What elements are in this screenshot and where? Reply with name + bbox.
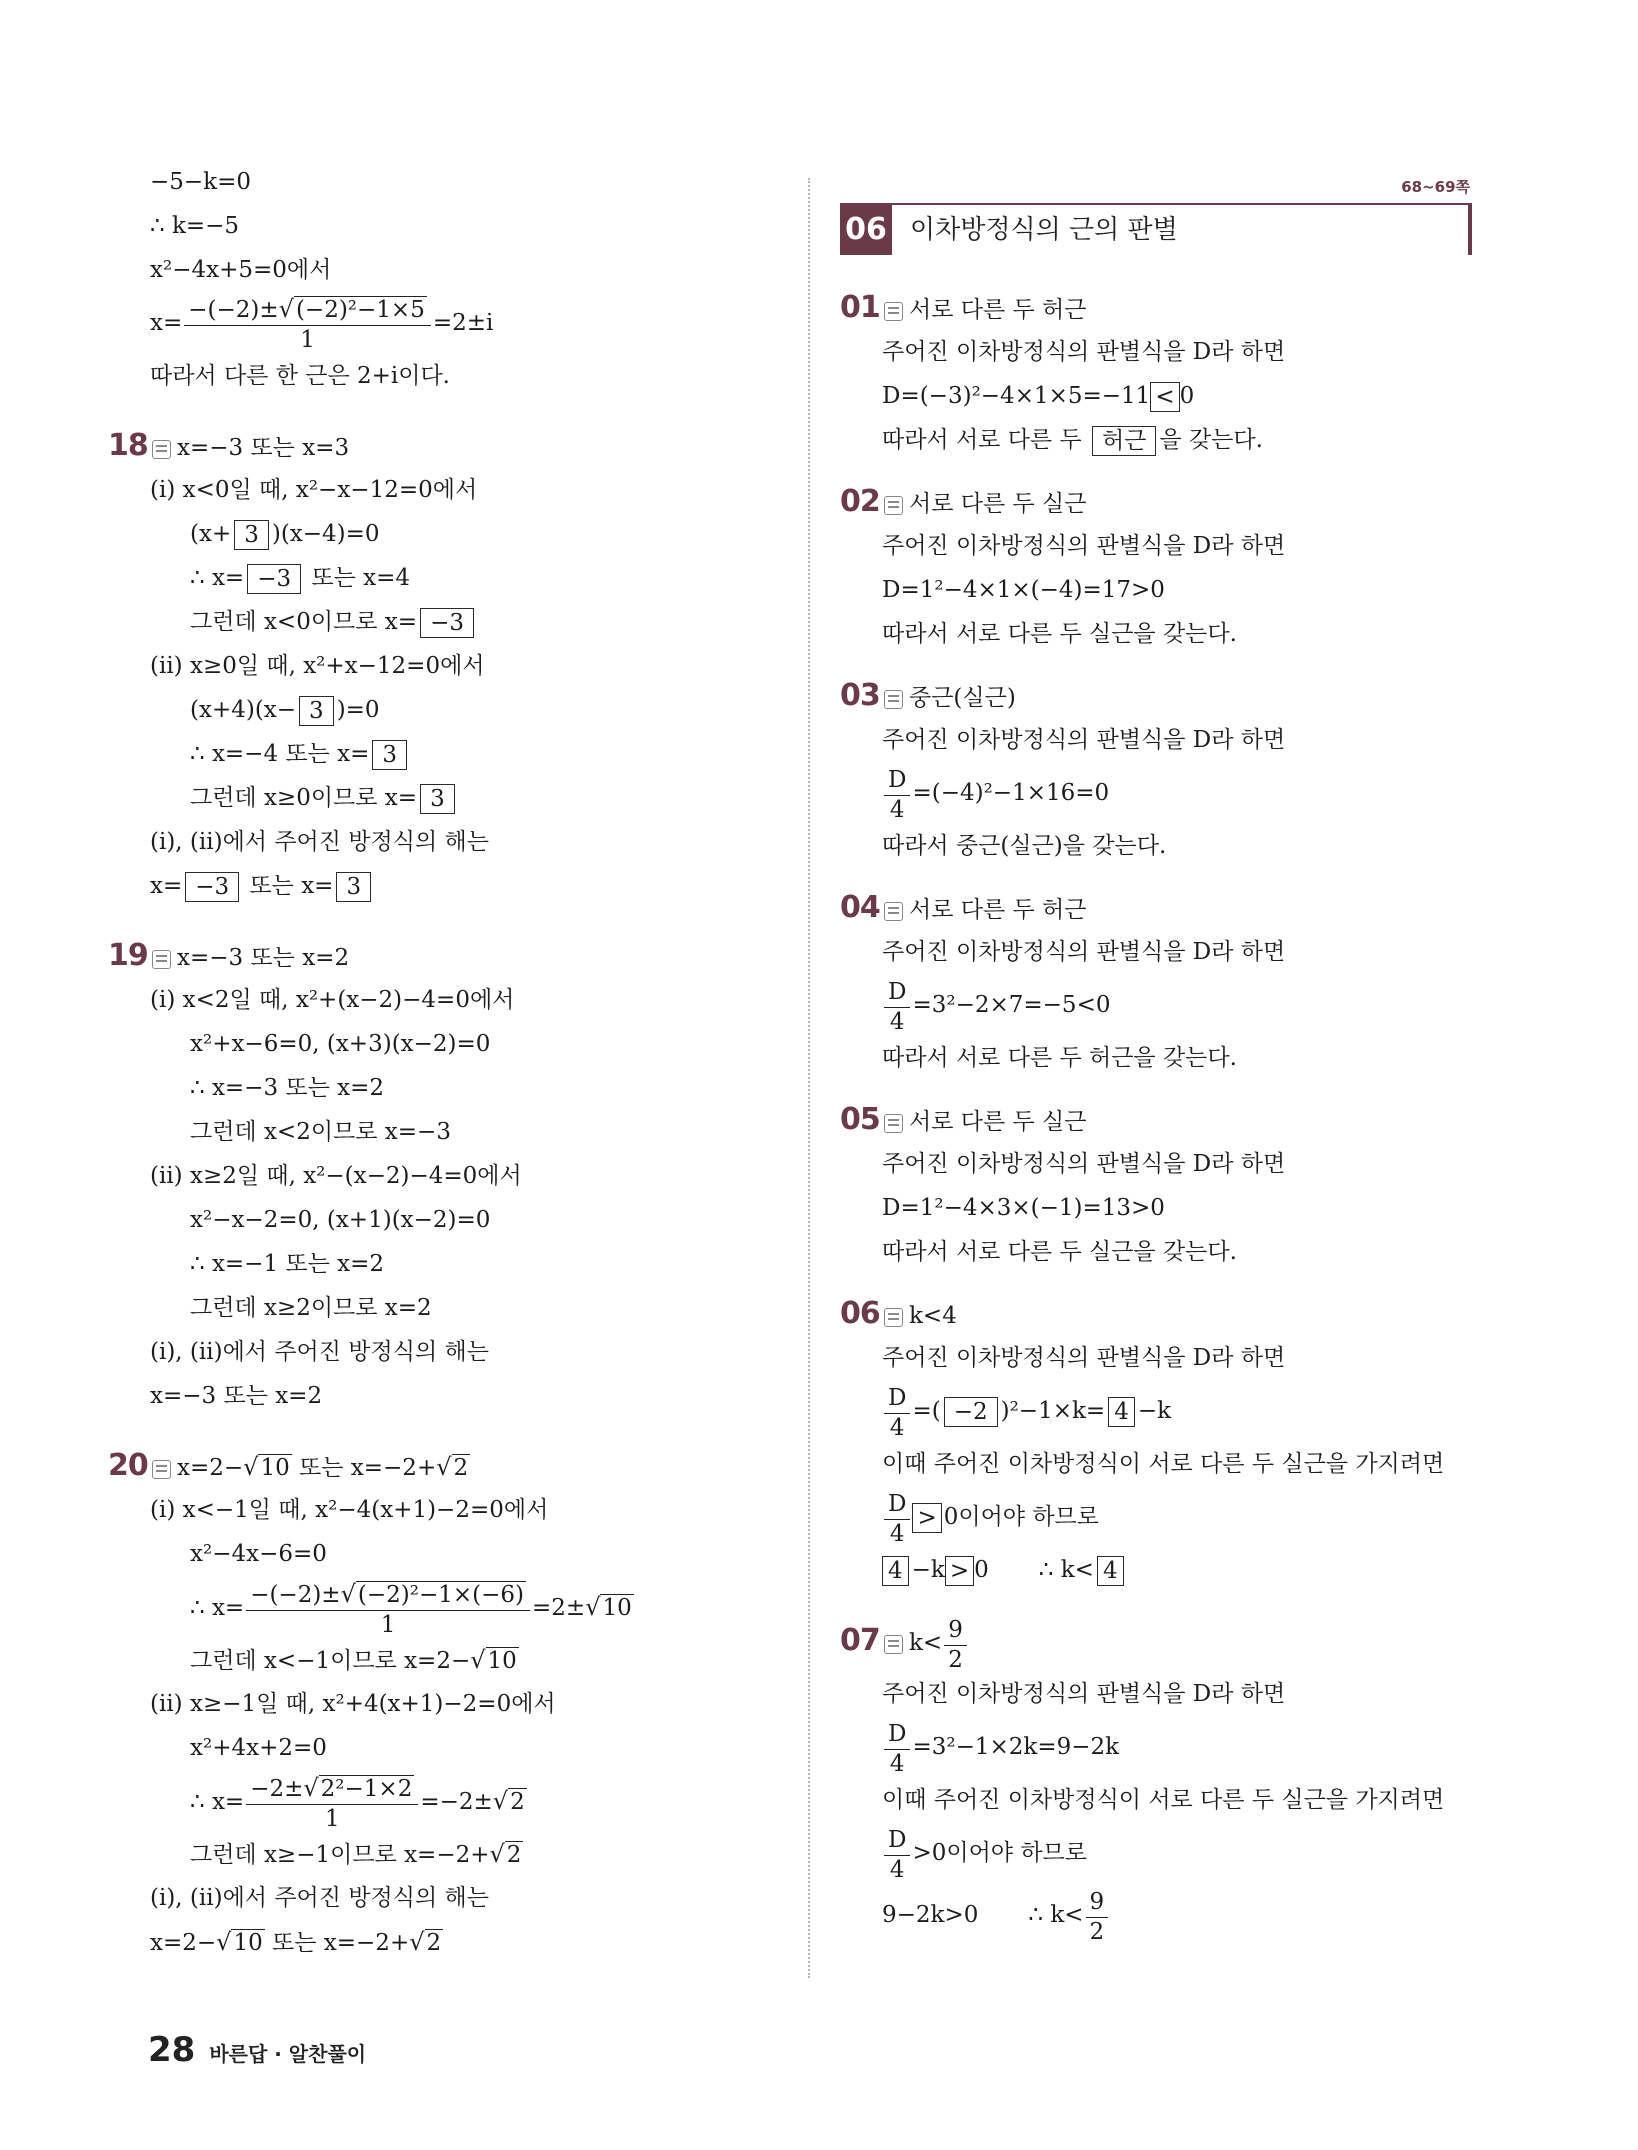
denominator: 4 bbox=[889, 796, 905, 823]
text: =2±i bbox=[432, 310, 494, 336]
fraction bbox=[246, 1776, 418, 1830]
sqrt-icon: √ bbox=[216, 1928, 232, 1956]
answer: x=−3 또는 x=3 bbox=[177, 435, 350, 461]
blank-box: 3 bbox=[372, 740, 407, 770]
text: (x+4)(x− bbox=[190, 697, 297, 723]
text-line: x=−3 또는 x=2 bbox=[150, 1383, 323, 1409]
answer: 서로 다른 두 실근 bbox=[909, 491, 1087, 517]
problem-number: 02 bbox=[840, 484, 880, 519]
radicand: 10 bbox=[233, 1930, 263, 1956]
text-line: (ⅱ) x≥0일 때, x²+x−12=0에서 bbox=[150, 653, 485, 679]
radicand: (−2)²−1×(−6) bbox=[357, 1582, 524, 1608]
formula-line bbox=[882, 1884, 1480, 1946]
text-line: x²−4x+5=0에서 bbox=[150, 257, 332, 283]
text: 0이어야 하므로 bbox=[943, 1504, 1099, 1530]
text-line bbox=[150, 600, 800, 644]
denominator: 4 bbox=[889, 1750, 905, 1777]
blank-box: −2 bbox=[944, 1397, 998, 1427]
text: =−2± bbox=[420, 1789, 493, 1815]
answer-icon bbox=[884, 496, 903, 515]
sqrt-icon: √ bbox=[409, 1928, 425, 1956]
text-line bbox=[150, 1920, 800, 1964]
denominator: 4 bbox=[889, 1414, 905, 1441]
text: D=(−3)²−4×1×5=−11 bbox=[882, 383, 1151, 409]
text: )²−1×k= bbox=[1000, 1398, 1106, 1424]
text: =3²−1×2k=9−2k bbox=[912, 1734, 1120, 1760]
blank-box: 3 bbox=[420, 784, 455, 814]
text: ∴ x=−4 또는 x= bbox=[190, 741, 370, 767]
text: 0 bbox=[1179, 383, 1195, 409]
text: ∴ x= bbox=[190, 565, 245, 591]
text-line: (ⅱ) x≥−1일 때, x²+4(x+1)−2=0에서 bbox=[150, 1691, 556, 1717]
text-line: ∴ x=−1 또는 x=2 bbox=[190, 1251, 385, 1277]
text-line: 주어진 이차방정식의 판별식을 D라 하면 bbox=[882, 1345, 1286, 1371]
text: 또는 x=−2+ bbox=[264, 1930, 410, 1956]
fraction bbox=[884, 980, 910, 1033]
answer-line bbox=[840, 674, 1480, 718]
formula-line bbox=[882, 1486, 1480, 1548]
text-line: ∴ k=−5 bbox=[150, 213, 240, 239]
text-line: x²+x−6=0, (x+3)(x−2)=0 bbox=[190, 1031, 491, 1057]
problem-number: 05 bbox=[840, 1102, 880, 1137]
text-line: (ⅰ), (ⅱ)에서 주어진 방정식의 해는 bbox=[150, 829, 489, 855]
footer-text: 바른답 · 알찬풀이 bbox=[209, 2042, 367, 2066]
answer-icon bbox=[884, 902, 903, 921]
numerator: 9 bbox=[1086, 1890, 1109, 1918]
text-line: −5−k=0 bbox=[150, 169, 252, 195]
problem-number: 03 bbox=[840, 678, 880, 713]
text-line bbox=[150, 688, 800, 732]
denominator: 1 bbox=[380, 1612, 396, 1638]
formula-line bbox=[882, 1716, 1480, 1778]
answer-icon bbox=[152, 440, 171, 459]
text-line: 주어진 이차방정식의 판별식을 D라 하면 bbox=[882, 339, 1286, 365]
sqrt-icon: √ bbox=[243, 1453, 259, 1481]
radicand: 2 bbox=[506, 1842, 522, 1868]
formula-line bbox=[150, 1576, 800, 1638]
blank-box: 4 bbox=[882, 1556, 909, 1586]
text-line: 따라서 서로 다른 두 실근을 갖는다. bbox=[882, 621, 1237, 647]
numerator: −2± bbox=[250, 1776, 304, 1802]
problem-04 bbox=[840, 886, 1480, 1080]
continued-solution bbox=[150, 160, 800, 398]
sqrt-icon: √ bbox=[585, 1593, 601, 1621]
text: 또는 x=−2+ bbox=[291, 1455, 437, 1481]
column-divider bbox=[808, 178, 810, 1978]
formula-line bbox=[882, 974, 1480, 1036]
problem-19 bbox=[108, 934, 800, 1418]
text-line bbox=[150, 556, 800, 600]
text-line: (ⅰ), (ⅱ)에서 주어진 방정식의 해는 bbox=[150, 1339, 489, 1365]
text: 또는 x= bbox=[242, 873, 334, 899]
answer-icon bbox=[152, 950, 171, 969]
text-line: ∴ x=−3 또는 x=2 bbox=[190, 1075, 385, 1101]
numerator: −(−2)± bbox=[250, 1582, 341, 1608]
radicand: 10 bbox=[260, 1455, 290, 1481]
problem-07 bbox=[840, 1610, 1480, 1946]
text: x=2− bbox=[177, 1455, 244, 1481]
answer: k<4 bbox=[909, 1303, 957, 1329]
text-line: (ⅰ) x<0일 때, x²−x−12=0에서 bbox=[150, 477, 478, 503]
left-column bbox=[108, 160, 800, 1964]
blank-box: 3 bbox=[336, 872, 371, 902]
text: x= bbox=[150, 310, 183, 336]
numerator: D bbox=[884, 1492, 910, 1520]
blank-box: < bbox=[1150, 382, 1179, 412]
fraction bbox=[184, 297, 431, 351]
text: 그런데 x<−1이므로 x=2− bbox=[190, 1648, 471, 1674]
text-line bbox=[150, 732, 800, 776]
answer: 서로 다른 두 실근 bbox=[909, 1109, 1087, 1135]
problem-06 bbox=[840, 1292, 1480, 1592]
text: −k bbox=[1137, 1398, 1172, 1424]
numerator: D bbox=[884, 1722, 910, 1750]
text-line: 이때 주어진 이차방정식이 서로 다른 두 실근을 가지려면 bbox=[882, 1451, 1445, 1477]
text-line bbox=[882, 374, 1480, 418]
text: −k bbox=[911, 1557, 945, 1583]
fraction bbox=[944, 1618, 967, 1671]
text: 그런데 x<0이므로 x= bbox=[190, 609, 418, 635]
text: )=0 bbox=[336, 697, 380, 723]
problem-01 bbox=[840, 286, 1480, 462]
text: 따라서 서로 다른 두 bbox=[882, 427, 1089, 453]
blank-box: > bbox=[912, 1503, 941, 1533]
text: 을 갖는다. bbox=[1159, 427, 1263, 453]
numerator: 9 bbox=[944, 1618, 967, 1646]
sqrt-icon: √ bbox=[303, 1774, 319, 1802]
blank-box: −3 bbox=[247, 564, 301, 594]
text: 9−2k>0 bbox=[882, 1902, 979, 1928]
text-line: D=1²−4×1×(−4)=17>0 bbox=[882, 577, 1165, 603]
problem-03 bbox=[840, 674, 1480, 868]
answer-line bbox=[840, 1098, 1480, 1142]
text: (x+ bbox=[190, 521, 232, 547]
text-line: 따라서 서로 다른 두 실근을 갖는다. bbox=[882, 1239, 1237, 1265]
formula-line bbox=[882, 1380, 1480, 1442]
text: =(−4)²−1×16=0 bbox=[912, 780, 1110, 806]
problem-number: 07 bbox=[840, 1623, 880, 1658]
problem-05 bbox=[840, 1098, 1480, 1274]
answer-icon bbox=[884, 1635, 903, 1654]
answer-line bbox=[840, 1610, 1480, 1673]
answer: 서로 다른 두 허근 bbox=[909, 897, 1087, 923]
answer: k< bbox=[909, 1630, 943, 1656]
denominator: 2 bbox=[1089, 1918, 1105, 1945]
fraction bbox=[884, 1386, 910, 1439]
text: 그런데 x≥−1이므로 x=−2+ bbox=[190, 1842, 490, 1868]
text: x= bbox=[150, 873, 183, 899]
text-line: 그런데 x≥2이므로 x=2 bbox=[190, 1295, 432, 1321]
radicand: (−2)²−1×5 bbox=[295, 297, 425, 323]
sqrt-icon: √ bbox=[436, 1453, 452, 1481]
text: >0이어야 하므로 bbox=[912, 1840, 1087, 1866]
answer-line bbox=[840, 1292, 1480, 1336]
sqrt-icon: √ bbox=[492, 1787, 509, 1815]
formula-line bbox=[882, 762, 1480, 824]
answer: x=−3 또는 x=2 bbox=[177, 945, 350, 971]
text-line: 따라서 서로 다른 두 허근을 갖는다. bbox=[882, 1045, 1237, 1071]
fraction bbox=[884, 1492, 910, 1545]
answer-line bbox=[108, 934, 800, 978]
section-header bbox=[840, 203, 1472, 255]
page-number: 28 bbox=[148, 2030, 196, 2070]
answer-line bbox=[840, 286, 1480, 330]
fraction bbox=[246, 1582, 530, 1636]
fraction bbox=[884, 1722, 910, 1775]
problem-20 bbox=[108, 1444, 800, 1964]
text: ∴ k< bbox=[1028, 1902, 1084, 1928]
text-line: (ⅰ) x<−1일 때, x²−4(x+1)−2=0에서 bbox=[150, 1497, 549, 1523]
numerator: D bbox=[884, 768, 910, 796]
blank-box: 4 bbox=[1097, 1556, 1124, 1586]
answer: 서로 다른 두 허근 bbox=[909, 297, 1087, 323]
radicand: 10 bbox=[602, 1595, 632, 1621]
problem-number: 19 bbox=[108, 938, 148, 973]
problem-number: 18 bbox=[108, 428, 148, 463]
text-line: 주어진 이차방정식의 판별식을 D라 하면 bbox=[882, 1151, 1286, 1177]
text-line: 이때 주어진 이차방정식이 서로 다른 두 실근을 가지려면 bbox=[882, 1787, 1445, 1813]
blank-box: 4 bbox=[1108, 1397, 1135, 1427]
answer-line bbox=[840, 480, 1480, 524]
sqrt-icon: √ bbox=[489, 1840, 505, 1868]
page-range: 68~69쪽 bbox=[1401, 178, 1470, 196]
sqrt-icon: √ bbox=[340, 1580, 356, 1608]
text-line bbox=[150, 1638, 800, 1682]
fraction bbox=[884, 1828, 910, 1881]
text-line bbox=[882, 418, 1480, 462]
answer-line bbox=[108, 1444, 800, 1488]
text: =( bbox=[912, 1398, 941, 1424]
text-line: (ⅰ), (ⅱ)에서 주어진 방정식의 해는 bbox=[150, 1885, 489, 1911]
text-line: 주어진 이차방정식의 판별식을 D라 하면 bbox=[882, 939, 1286, 965]
text: x=2− bbox=[150, 1930, 217, 1956]
problem-18 bbox=[108, 424, 800, 908]
answer-icon bbox=[884, 1308, 903, 1327]
answer-line bbox=[108, 424, 800, 468]
radicand: 2 bbox=[453, 1455, 469, 1481]
text-line: 그런데 x<2이므로 x=−3 bbox=[190, 1119, 451, 1145]
blank-box: 3 bbox=[299, 696, 334, 726]
footer bbox=[148, 2030, 366, 2070]
denominator: 4 bbox=[889, 1520, 905, 1547]
text-line: 주어진 이차방정식의 판별식을 D라 하면 bbox=[882, 727, 1286, 753]
text: =2± bbox=[532, 1595, 586, 1621]
problem-number: 20 bbox=[108, 1448, 148, 1483]
radicand: 10 bbox=[487, 1648, 517, 1674]
text-line: x²−x−2=0, (x+1)(x−2)=0 bbox=[190, 1207, 491, 1233]
problem-number: 06 bbox=[840, 1296, 880, 1331]
text-line bbox=[150, 864, 800, 908]
blank-box: 허근 bbox=[1092, 426, 1156, 456]
numerator: D bbox=[884, 1828, 910, 1856]
text: ∴ x= bbox=[190, 1595, 245, 1621]
text: =3²−2×7=−5<0 bbox=[912, 992, 1111, 1018]
text-line: 주어진 이차방정식의 판별식을 D라 하면 bbox=[882, 1681, 1286, 1707]
text-line: (ⅱ) x≥2일 때, x²−(x−2)−4=0에서 bbox=[150, 1163, 522, 1189]
formula-line bbox=[150, 292, 800, 354]
text-line bbox=[150, 1832, 800, 1876]
blank-box: −3 bbox=[185, 872, 239, 902]
answer-icon bbox=[884, 1114, 903, 1133]
text-line: 따라서 다른 한 근은 2+i이다. bbox=[150, 363, 450, 389]
radicand: 2 bbox=[510, 1789, 525, 1815]
radicand: 2²−1×2 bbox=[320, 1776, 413, 1802]
numerator: D bbox=[884, 980, 910, 1008]
blank-box: −3 bbox=[420, 608, 474, 638]
numerator: −(−2)± bbox=[188, 297, 279, 323]
text-line: 따라서 중근(실근)을 갖는다. bbox=[882, 833, 1167, 859]
answer-icon bbox=[884, 690, 903, 709]
text-line: D=1²−4×3×(−1)=13>0 bbox=[882, 1195, 1165, 1221]
right-column bbox=[840, 286, 1480, 1946]
sqrt-icon: √ bbox=[278, 295, 294, 323]
blank-box: > bbox=[945, 1556, 974, 1586]
text-line: 주어진 이차방정식의 판별식을 D라 하면 bbox=[882, 533, 1286, 559]
problem-02 bbox=[840, 480, 1480, 656]
problem-number: 04 bbox=[840, 890, 880, 925]
text-line bbox=[150, 512, 800, 556]
text-line bbox=[882, 1548, 1480, 1592]
blank-box: 3 bbox=[234, 520, 269, 550]
numerator: D bbox=[884, 1386, 910, 1414]
text-line: (ⅰ) x<2일 때, x²+(x−2)−4=0에서 bbox=[150, 987, 515, 1013]
text: 그런데 x≥0이므로 x= bbox=[190, 785, 418, 811]
text: 또는 x=4 bbox=[304, 565, 411, 591]
text: )(x−4)=0 bbox=[271, 521, 380, 547]
sqrt-icon: √ bbox=[470, 1646, 486, 1674]
problem-number: 01 bbox=[840, 290, 880, 325]
fraction bbox=[1086, 1890, 1109, 1943]
radicand: 2 bbox=[426, 1930, 442, 1956]
answer-line bbox=[840, 886, 1480, 930]
section-title: 이차방정식의 근의 판별 bbox=[910, 215, 1178, 245]
text: ∴ k< bbox=[1038, 1557, 1094, 1583]
text-line bbox=[150, 776, 800, 820]
answer-icon bbox=[152, 1460, 171, 1479]
denominator: 4 bbox=[889, 1008, 905, 1035]
section-number: 06 bbox=[840, 205, 892, 255]
denominator: 1 bbox=[300, 327, 315, 353]
denominator: 1 bbox=[324, 1806, 340, 1832]
answer-icon bbox=[884, 302, 903, 321]
text-line: x²+4x+2=0 bbox=[190, 1735, 327, 1761]
fraction bbox=[884, 768, 910, 821]
text-line: x²−4x−6=0 bbox=[190, 1541, 327, 1567]
denominator: 4 bbox=[889, 1856, 905, 1883]
formula-line bbox=[150, 1770, 800, 1832]
denominator: 2 bbox=[948, 1646, 963, 1673]
text: ∴ x= bbox=[190, 1789, 245, 1815]
text: 0 bbox=[974, 1557, 989, 1583]
answer: 중근(실근) bbox=[909, 685, 1016, 711]
formula-line bbox=[882, 1822, 1480, 1884]
